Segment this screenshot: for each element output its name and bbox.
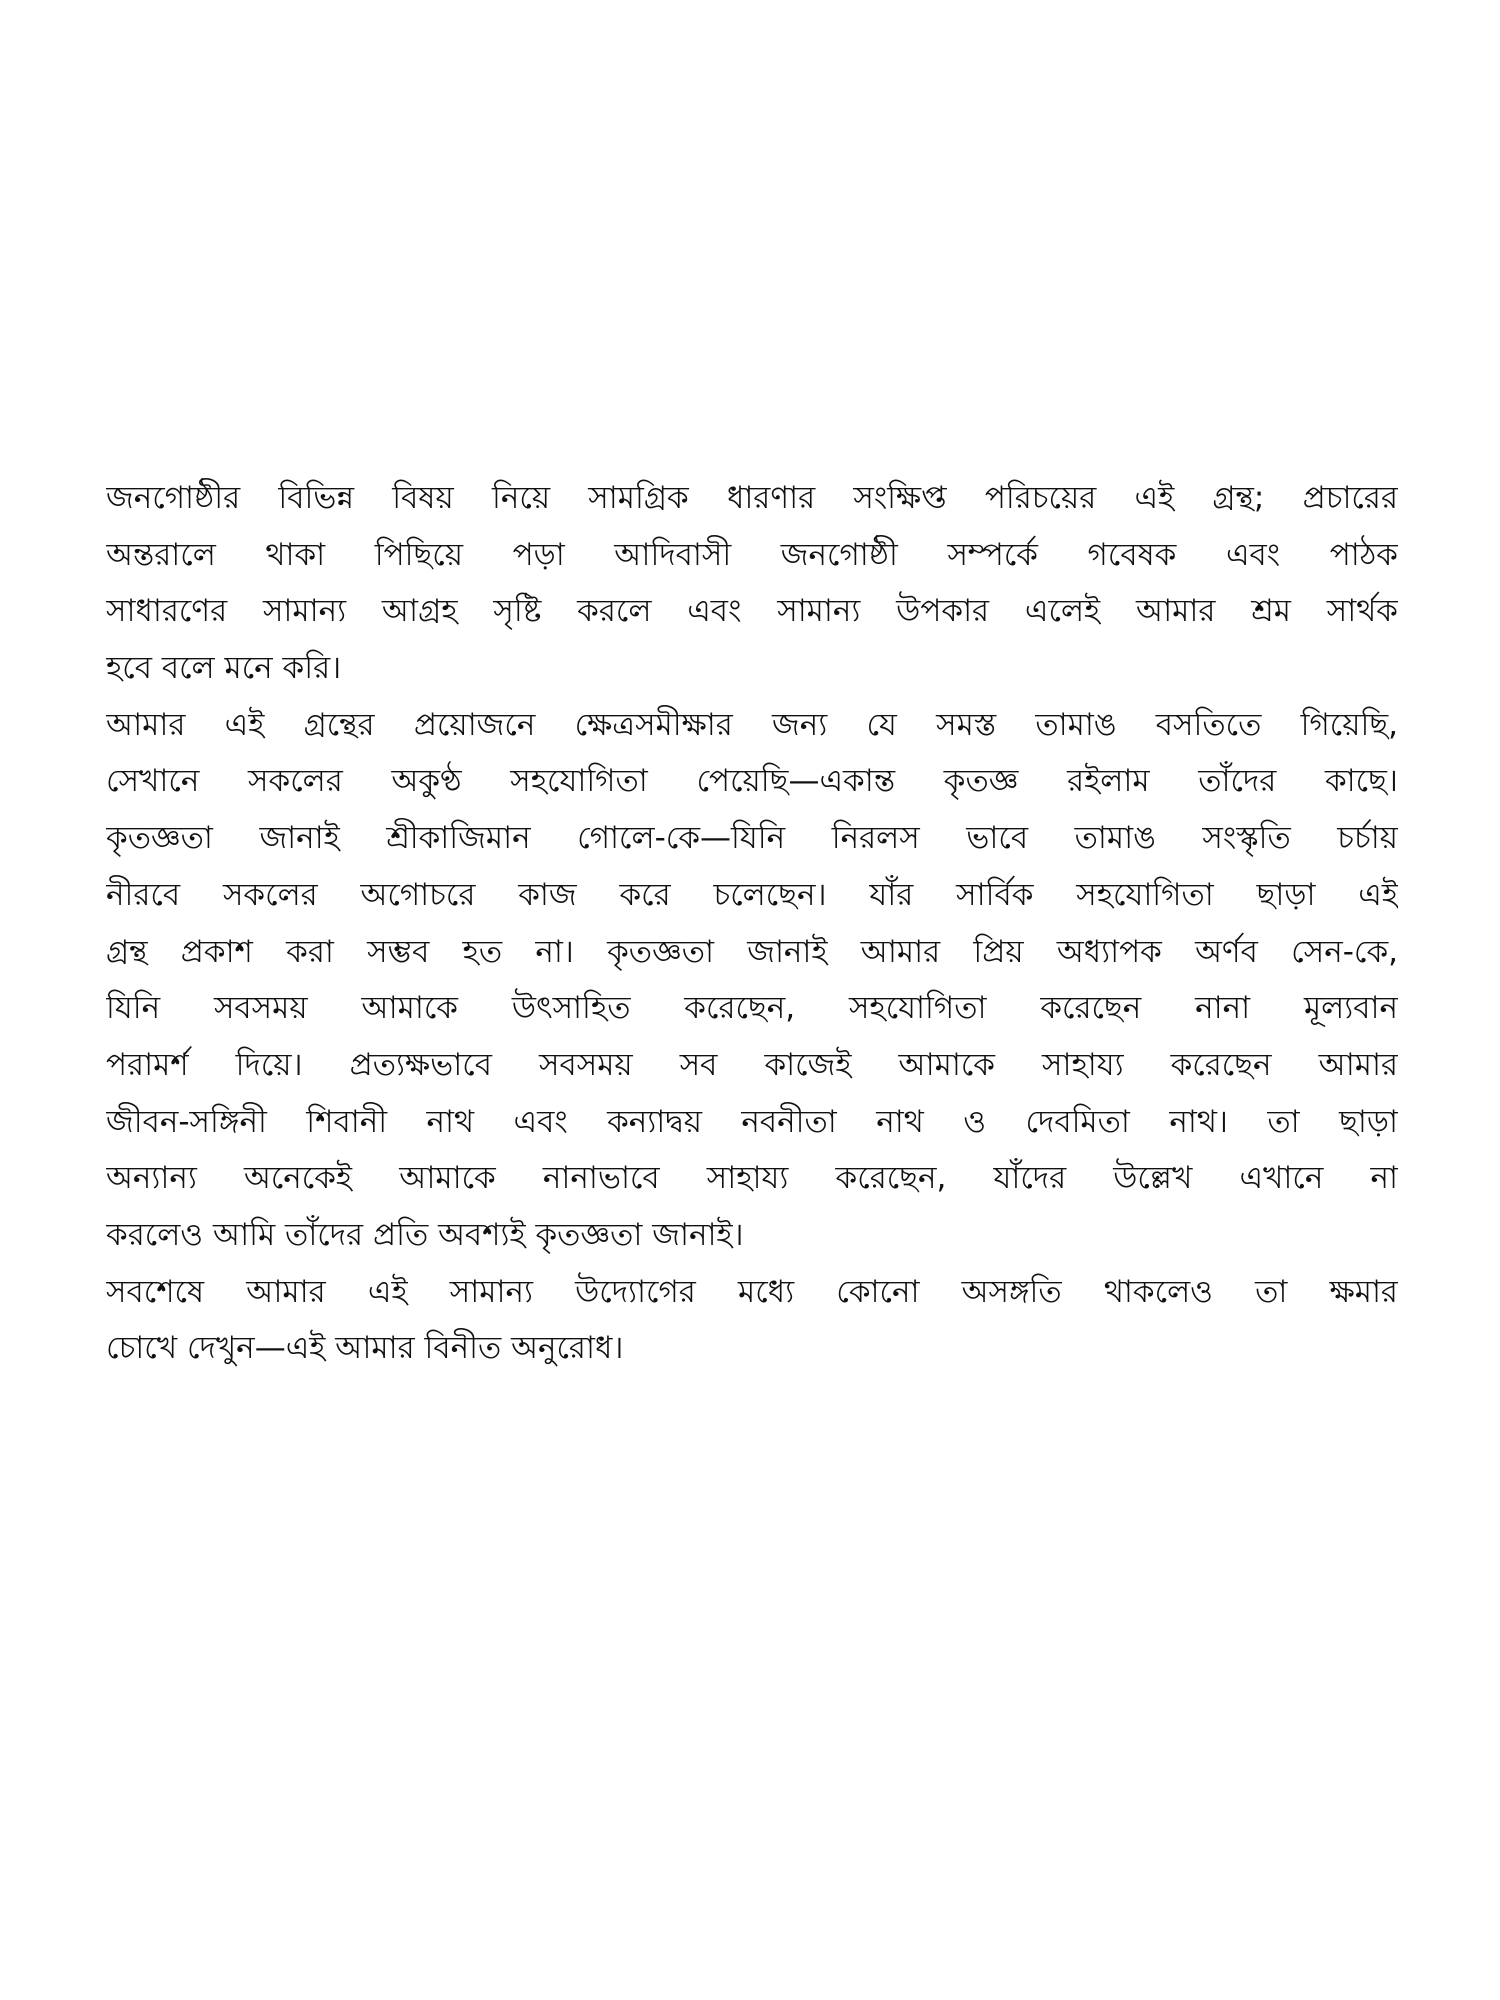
text-line: সাধারণের সামান্য আগ্রহ সৃষ্টি করলে এবং সামান্য উপকার এলেই আমার শ্রম সার্থক — [106, 593, 1398, 630]
text-line: পরামর্শ দিয়ে। প্রত্যক্ষভাবে সবসময় সব কাজেই আমাকে সাহায্য করেছেন আমার — [106, 1046, 1398, 1083]
text-line: চোখে দেখুন—এই আমার বিনীত অনুরোধ। — [106, 1330, 624, 1367]
text-line: অন্যান্য অনেকেই আমাকে নানাভাবে সাহায্য করেছেন, যাঁদের উল্লেখ এখানে না — [106, 1160, 1398, 1197]
text-line: কৃতজ্ঞতা জানাই শ্রীকাজিমান গোলে-কে—যিনি নিরলস ভাবে তামাঙ সংস্কৃতি চর্চায় — [106, 820, 1398, 857]
text-line: করলেও আমি তাঁদের প্রতি অবশ্যই কৃতজ্ঞতা জানাই। — [106, 1216, 744, 1253]
text-line: জীবন-সঙ্গিনী শিবানী নাথ এবং কন্যাদ্বয় নবনীতা নাথ ও দেবমিতা নাথ। তা ছাড়া — [106, 1103, 1398, 1140]
text-line: অন্তরালে থাকা পিছিয়ে পড়া আদিবাসী জনগোষ্ঠী সম্পর্কে গবেষক এবং পাঠক — [106, 536, 1398, 573]
text-line: নীরবে সকলের অগোচরে কাজ করে চলেছেন। যাঁর সার্বিক সহযোগিতা ছাড়া এই — [106, 876, 1398, 913]
text-line: সবশেষে আমার এই সামান্য উদ্যোগের মধ্যে কোনো অসঙ্গতি থাকলেও তা ক্ষমার — [106, 1273, 1398, 1310]
text-line: যিনি সবসময় আমাকে উৎসাহিত করেছেন, সহযোগিতা করেছেন নানা মূল্যবান — [106, 990, 1398, 1027]
text-line: গ্রন্থ প্রকাশ করা সম্ভব হত না। কৃতজ্ঞতা জানাই আমার প্রিয় অধ্যাপক অর্ণব সেন-কে, — [106, 933, 1398, 970]
text-line: আমার এই গ্রন্থের প্রয়োজনে ক্ষেত্রসমীক্ষার জন্য যে সমস্ত তামাঙ বসতিতে গিয়েছি, — [106, 706, 1398, 743]
text-line: জনগোষ্ঠীর বিভিন্ন বিষয় নিয়ে সামগ্রিক ধারণার সংক্ষিপ্ত পরিচয়ের এই গ্রন্থ; প্রচারের — [106, 480, 1398, 516]
text-line: হবে বলে মনে করি। — [106, 650, 342, 687]
body-text — [106, 470, 1398, 1377]
text-line: সেখানে সকলের অকুণ্ঠ সহযোগিতা পেয়েছি—একান্ত কৃতজ্ঞ রইলাম তাঁদের কাছে। — [106, 763, 1398, 800]
